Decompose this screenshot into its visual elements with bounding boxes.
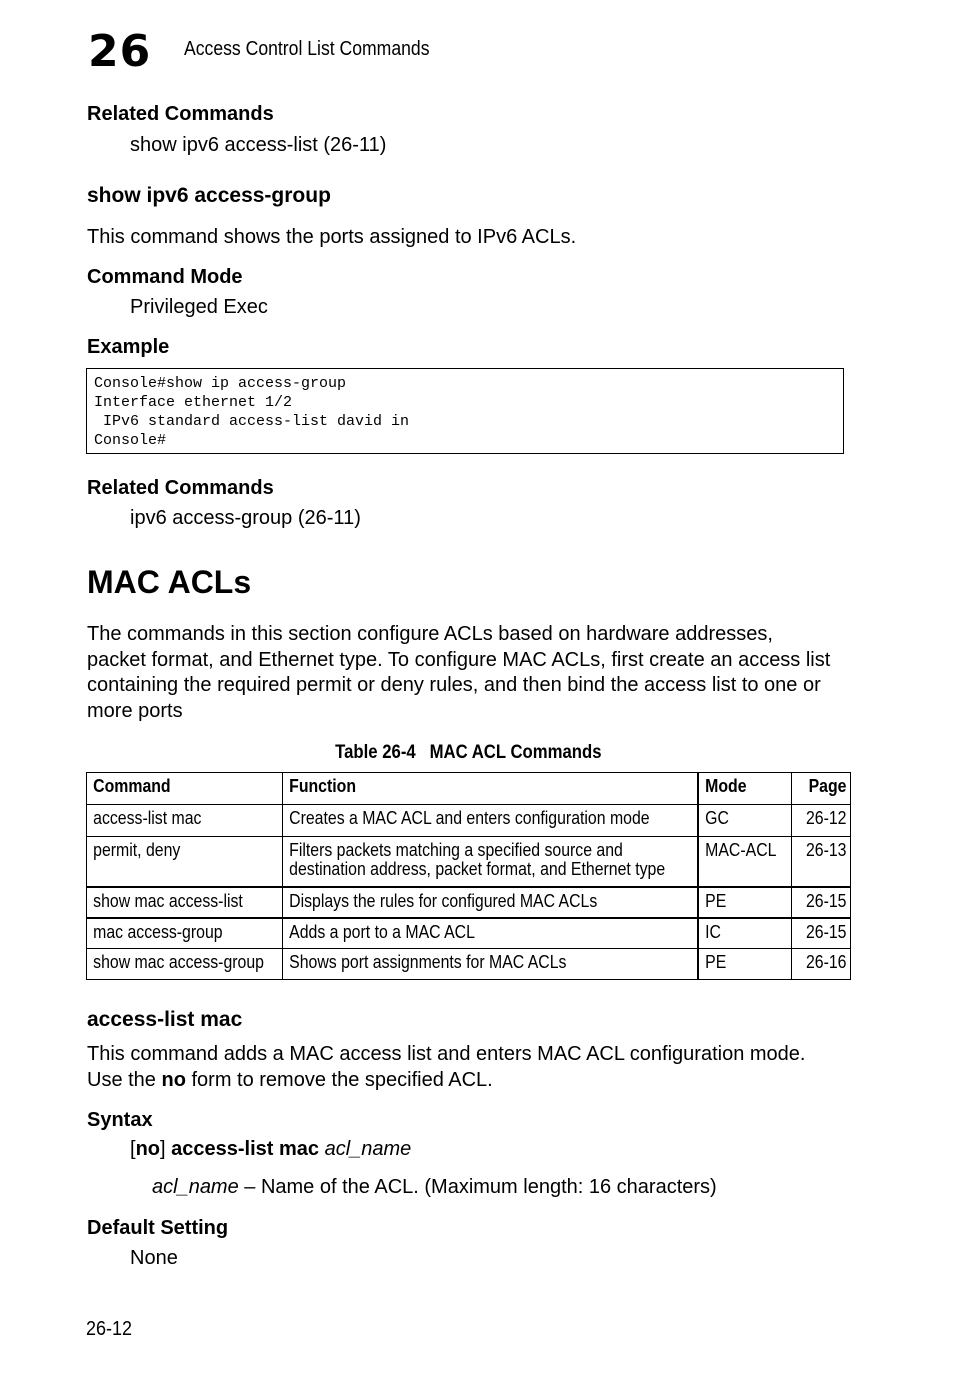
syntax-heading: Syntax: [87, 1109, 153, 1131]
cell-mode: PE: [698, 949, 792, 980]
paragraph-line: packet format, and Ethernet type. To configure MAC ACLs, first create an access list: [87, 648, 831, 671]
chapter-number: 26: [88, 26, 152, 77]
cell-command: access-list mac: [87, 805, 283, 837]
cell-command: show mac access-group: [87, 949, 283, 980]
paragraph-line: containing the required permit or deny rules, and then bind the access list to one or: [87, 674, 821, 696]
cell-function: Displays the rules for configured MAC ACLs: [283, 887, 698, 918]
param-name: acl_name: [152, 1176, 239, 1198]
mac-acl-commands-table: [86, 772, 851, 980]
related-command-item: show ipv6 access-list (26-11): [130, 134, 387, 156]
cell-function: Filters packets matching a specified source and destination address, packet format, and Ethernet type: [283, 837, 698, 887]
code-line: Interface ethernet 1/2: [94, 394, 293, 411]
table-row: [87, 805, 851, 837]
cell-function: Adds a port to a MAC ACL: [283, 918, 698, 949]
cell-command: mac access-group: [87, 918, 283, 949]
header-function: Function: [283, 773, 698, 805]
default-setting-heading: Default Setting: [87, 1217, 229, 1239]
cell-mode: IC: [698, 918, 792, 949]
related-commands-heading: Related Commands: [87, 103, 274, 125]
section-paragraph: [87, 622, 867, 724]
cell-page: 26-13: [792, 837, 851, 887]
no-keyword: no: [161, 1068, 186, 1091]
cell-mode: GC: [698, 805, 792, 837]
cell-mode: MAC-ACL: [698, 837, 792, 887]
paragraph-line: more ports: [87, 699, 183, 722]
syntax-no: no: [135, 1138, 160, 1160]
table-row: [87, 918, 851, 949]
section-title: MAC ACLs: [87, 564, 252, 600]
parameter-description: acl_name – Name of the ACL. (Maximum length: 16 characters): [152, 1176, 717, 1198]
syntax-command: access-list mac: [171, 1138, 320, 1160]
description-line: Use the no form to remove the specified ACL.: [87, 1068, 493, 1091]
cell-page: 26-12: [792, 805, 851, 837]
command-title: show ipv6 access-group: [87, 184, 331, 207]
syntax-param: acl_name: [324, 1138, 412, 1160]
cell-mode: PE: [698, 887, 792, 918]
table-row: [87, 887, 851, 918]
paragraph-line: The commands in this section configure ACLs based on hardware addresses,: [87, 623, 773, 645]
default-setting-value: None: [130, 1247, 178, 1269]
chapter-title: Access Control List Commands: [184, 38, 430, 60]
syntax-line: [no] access-list mac acl_name: [130, 1138, 412, 1160]
table-caption-text: Table 26-4 MAC ACL Commands: [334, 742, 602, 763]
cell-page: 26-15: [792, 918, 851, 949]
cell-page: 26-15: [792, 887, 851, 918]
table-header-row: [87, 773, 851, 805]
cell-command: show mac access-list: [87, 887, 283, 918]
related-commands-heading: Related Commands: [87, 477, 274, 499]
command-title: access-list mac: [87, 1008, 243, 1031]
cell-function: Creates a MAC ACL and enters configuration mode: [283, 805, 698, 837]
description-line: This command adds a MAC access list and enters MAC ACL configuration mode.: [87, 1043, 806, 1065]
header-mode: Mode: [698, 773, 792, 805]
example-heading: Example: [87, 336, 170, 358]
table-row: [87, 837, 851, 887]
command-mode-heading: Command Mode: [87, 266, 243, 288]
cell-command: permit, deny: [87, 837, 283, 887]
code-line: Console#show ip access-group: [94, 375, 347, 392]
example-code-box: [86, 368, 844, 454]
header-command: Command: [87, 773, 283, 805]
cell-page: 26-16: [792, 949, 851, 980]
command-mode-value: Privileged Exec: [130, 296, 268, 318]
header-page: Page: [792, 773, 851, 805]
table-caption: [86, 742, 850, 764]
cell-function: Shows port assignments for MAC ACLs: [283, 949, 698, 980]
command-description: [87, 1042, 805, 1093]
command-description: This command shows the ports assigned to IPv6 ACLs.: [87, 226, 577, 248]
code-line: Console#: [94, 432, 167, 449]
code-line: IPv6 standard access-list david in: [94, 413, 410, 430]
related-command-item: ipv6 access-group (26-11): [130, 507, 361, 529]
table-row: [87, 949, 851, 980]
page-number: 26-12: [86, 1318, 133, 1340]
